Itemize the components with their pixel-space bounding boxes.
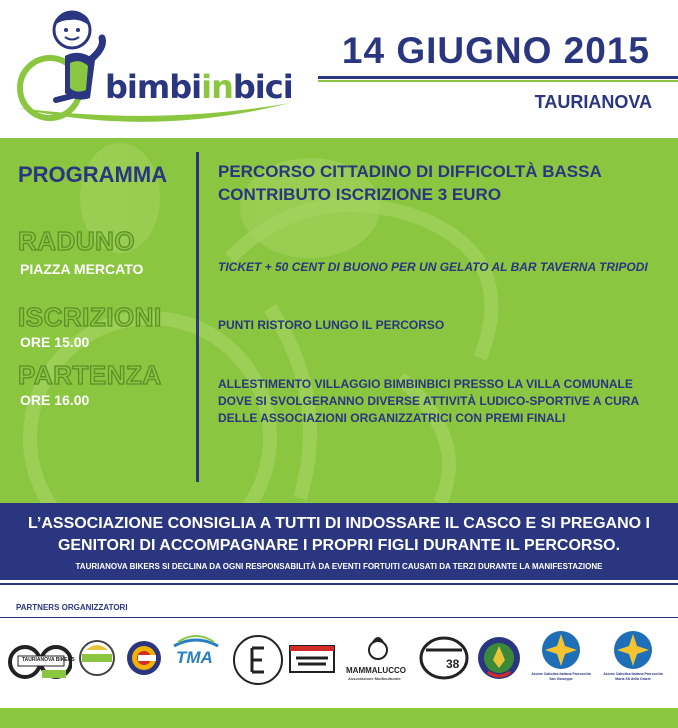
partenza-heading: PARTENZA <box>18 360 162 390</box>
logo-text-bici: bici <box>232 68 293 106</box>
iscrizioni-heading: ISCRIZIONI <box>18 302 162 332</box>
header <box>0 0 678 138</box>
azione-cattolica-san-giuseppe-logo <box>530 628 592 694</box>
liability-disclaimer: TAURIANOVA BIKERS SI DECLINA DA OGNI RESPONSABILITÀ DA EVENTI FORTUITI CAUSATI DA TERZI DURANTE LA MANIFESTAZIONE <box>75 562 603 571</box>
logo-text-bimbi: bimbi <box>105 68 202 106</box>
helmet-advice-line2: GENITORI DI ACCOMPAGNARE I PROPRI FIGLI DURANTE IL PERCORSO. <box>57 537 621 554</box>
header-divider-blue <box>318 76 678 79</box>
logo-wordmark <box>105 68 293 106</box>
azione-cattolica-san-giuseppe-label: Azione Cattolica Italiana Parrocchia San Giuseppe <box>531 672 591 681</box>
program-panel <box>0 138 678 503</box>
warning-sign-logo <box>288 628 336 694</box>
taurianova-bikers-logo <box>8 628 75 694</box>
polisportiva-logo <box>230 628 286 694</box>
tma-logo <box>170 628 222 694</box>
helmet-advice-line1: L’ASSOCIAZIONE CONSIGLIA A TUTTI DI INDOSSARE IL CASCO E SI PREGANO I <box>28 515 650 532</box>
route-difficulty: PERCORSO CITTADINO DI DIFFICOLTÀ BASSA <box>218 162 602 181</box>
helmet-advice <box>0 513 678 557</box>
event-city: TAURIANOVA <box>534 92 652 112</box>
header-divider-green <box>318 80 678 82</box>
village-info: ALLESTIMENTO VILLAGGIO BIMBINBICI PRESSO LA VILLA COMUNALE DOVE SI SVOLGERANNO DIVERSE ATTIVITÀ LUDICO-SPORTIVE A CURA DELLE ASSOCIAZIONI ORGANIZZATRICI CON PREMI FINALI <box>218 377 639 425</box>
raduno-detail: PIAZZA MERCATO <box>20 261 144 277</box>
taurianova-bikers-label: TAURIANOVA BIKERS <box>22 657 75 663</box>
safety-notice-band <box>0 503 678 580</box>
registration-fee: CONTRIBUTO ISCRIZIONE 3 EURO <box>218 185 502 204</box>
partners-label: PARTNERS ORGANIZZATORI <box>16 603 128 612</box>
ticket-info: TICKET + 50 CENT DI BUONO PER UN GELATO AL BAR TAVERNA TRIPODI <box>218 260 648 274</box>
raduno-heading: RADUNO <box>18 226 136 256</box>
parallelo-38-label: 38 <box>446 657 460 671</box>
azione-cattolica-maria-logo <box>600 628 666 694</box>
bimbi-in-bici-logo <box>10 8 300 130</box>
refreshment-info: PUNTI RISTORO LUNGO IL PERCORSO <box>218 318 445 332</box>
mammalucco-subtitle: Associazione Multiculturale <box>348 676 401 681</box>
partenza-detail: ORE 16.00 <box>20 392 90 408</box>
tma-label: TMA <box>176 648 213 667</box>
partners-divider <box>0 617 678 618</box>
mammalucco-logo <box>344 628 414 694</box>
logo-text-in: in <box>201 68 233 106</box>
footer-bar <box>0 708 678 728</box>
band-divider <box>0 583 678 585</box>
route-info <box>218 160 602 206</box>
iscrizioni-detail: ORE 15.00 <box>20 334 90 350</box>
mammalucco-label: MAMMALUCCO <box>346 666 406 675</box>
program-divider <box>196 152 199 482</box>
cycling-club-badge-logo <box>76 628 118 694</box>
gran-logo <box>124 628 164 694</box>
azione-cattolica-maria-label: Azione Cattolica Italiana Parrocchia Maria SS della Grazie <box>603 672 663 681</box>
partner-logos <box>0 628 678 696</box>
program-title: PROGRAMMA <box>18 162 168 187</box>
event-date: 14 GIUGNO 2015 <box>341 30 650 71</box>
scout-badge-logo <box>474 628 524 694</box>
parallelo-38-logo <box>418 628 470 694</box>
